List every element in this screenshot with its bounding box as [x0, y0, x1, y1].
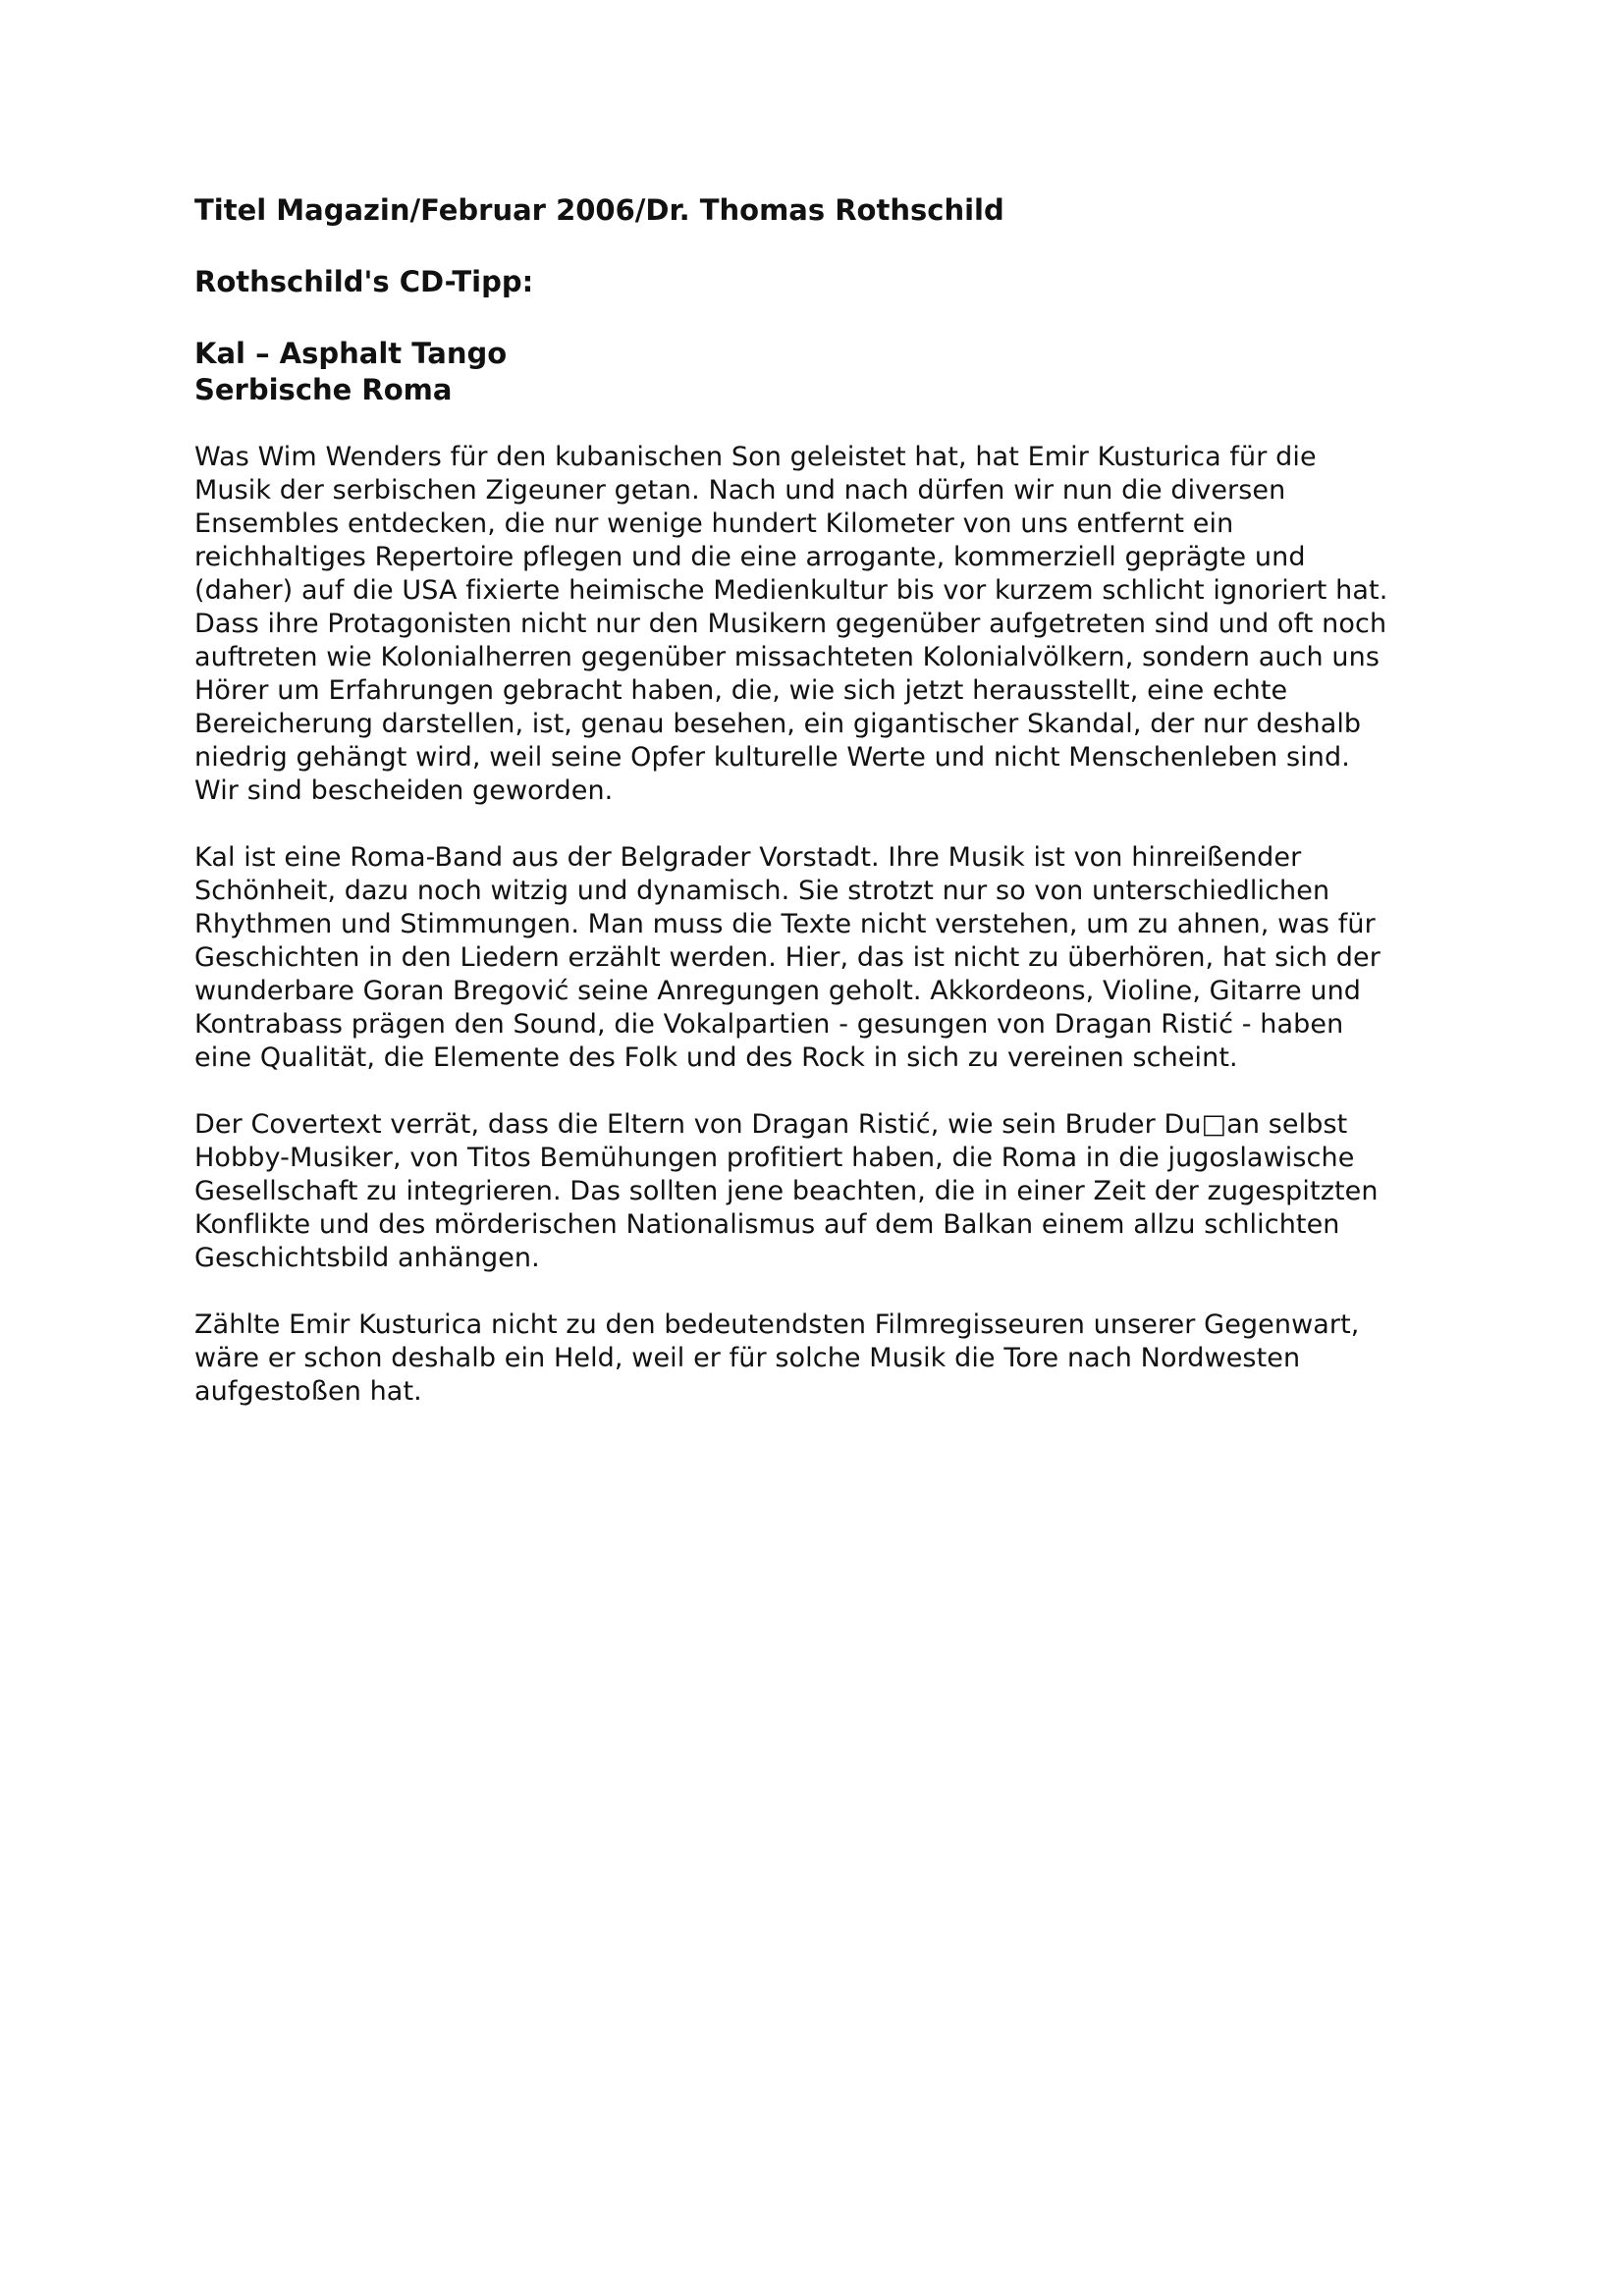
paragraph-3 [194, 1108, 1471, 1275]
paragraph-line: Hörer um Erfahrungen gebracht haben, die, wie sich jetzt herausstellt, eine echte [194, 675, 1288, 706]
article-body [194, 192, 1471, 1442]
paragraph-line: Konflikte und des mörderischen Nationalismus auf dem Balkan einem allzu schlichten [194, 1209, 1340, 1240]
source-line: Titel Magazin/Februar 2006/Dr. Thomas Rothschild [194, 193, 1004, 227]
paragraph-line: aufgestoßen hat. [194, 1376, 422, 1407]
paragraph-line: auftreten wie Kolonialherren gegenüber missachteten Kolonialvölkern, sondern auch uns [194, 642, 1380, 672]
paragraph-1 [194, 441, 1471, 808]
paragraph-line: Rhythmen und Stimmungen. Man muss die Texte nicht verstehen, um zu ahnen, was für [194, 909, 1376, 939]
album-heading [194, 336, 1471, 408]
paragraph-line: Was Wim Wenders für den kubanischen Son geleistet hat, hat Emir Kusturica für die [194, 442, 1317, 472]
paragraph-line: Bereicherung darstellen, ist, genau besehen, ein gigantischer Skandal, der nur deshalb [194, 709, 1362, 739]
paragraph-line: Geschichtsbild anhängen. [194, 1243, 540, 1273]
paragraph-line: Zählte Emir Kusturica nicht zu den bedeutendsten Filmregisseuren unserer Gegenwart, [194, 1309, 1360, 1340]
paragraph-line: reichhaltiges Repertoire pflegen und die eine arrogante, kommerziell geprägte und [194, 542, 1306, 572]
paragraph-line: Musik der serbischen Zigeuner getan. Nach und nach dürfen wir nun die diversen [194, 475, 1286, 506]
paragraph-line: wäre er schon deshalb ein Held, weil er für solche Musik die Tore nach Nordwesten [194, 1343, 1301, 1373]
tip-label: Rothschild's CD-Tipp: [194, 265, 534, 298]
paragraph-line: Gesellschaft zu integrieren. Das sollten jene beachten, die in einer Zeit der zugespitzten [194, 1176, 1379, 1206]
paragraph-line: Ensembles entdecken, die nur wenige hundert Kilometer von uns entfernt ein [194, 508, 1234, 539]
paragraph-line: Kontrabass prägen den Sound, die Vokalpartien - gesungen von Dragan Ristić - haben [194, 1009, 1344, 1040]
paragraph-line: Der Covertext verrät, dass die Eltern von Dragan Ristić, wie sein Bruder Du□an selbst [194, 1109, 1348, 1140]
paragraph-line: Wir sind bescheiden geworden. [194, 775, 614, 806]
paragraph-line: Dass ihre Protagonisten nicht nur den Musikern gegenüber aufgetreten sind und oft noch [194, 609, 1387, 639]
paragraph-line: Geschichten in den Liedern erzählt werden. Hier, das ist nicht zu überhören, hat sich der [194, 942, 1380, 973]
album-subtitle: Serbische Roma [194, 373, 453, 406]
paragraph-2 [194, 841, 1471, 1075]
paragraph-4 [194, 1308, 1471, 1409]
paragraph-line: (daher) auf die USA fixierte heimische Medienkultur bis vor kurzem schlicht ignoriert hat. [194, 575, 1388, 606]
paragraph-line: wunderbare Goran Bregović seine Anregungen geholt. Akkordeons, Violine, Gitarre und [194, 976, 1362, 1006]
paragraph-line: Kal ist eine Roma-Band aus der Belgrader Vorstadt. Ihre Musik ist von hinreißender [194, 842, 1302, 873]
paragraph-line: niedrig gehängt wird, weil seine Opfer kulturelle Werte und nicht Menschenleben sind. [194, 742, 1350, 773]
paragraph-line: Hobby-Musiker, von Titos Bemühungen profitiert haben, die Roma in die jugoslawische [194, 1143, 1355, 1173]
paragraph-line: Schönheit, dazu noch witzig und dynamisch. Sie strotzt nur so von unterschiedlichen [194, 876, 1330, 906]
paragraph-line: eine Qualität, die Elemente des Folk und des Rock in sich zu vereinen scheint. [194, 1042, 1238, 1073]
album-title: Kal – Asphalt Tango [194, 337, 508, 370]
